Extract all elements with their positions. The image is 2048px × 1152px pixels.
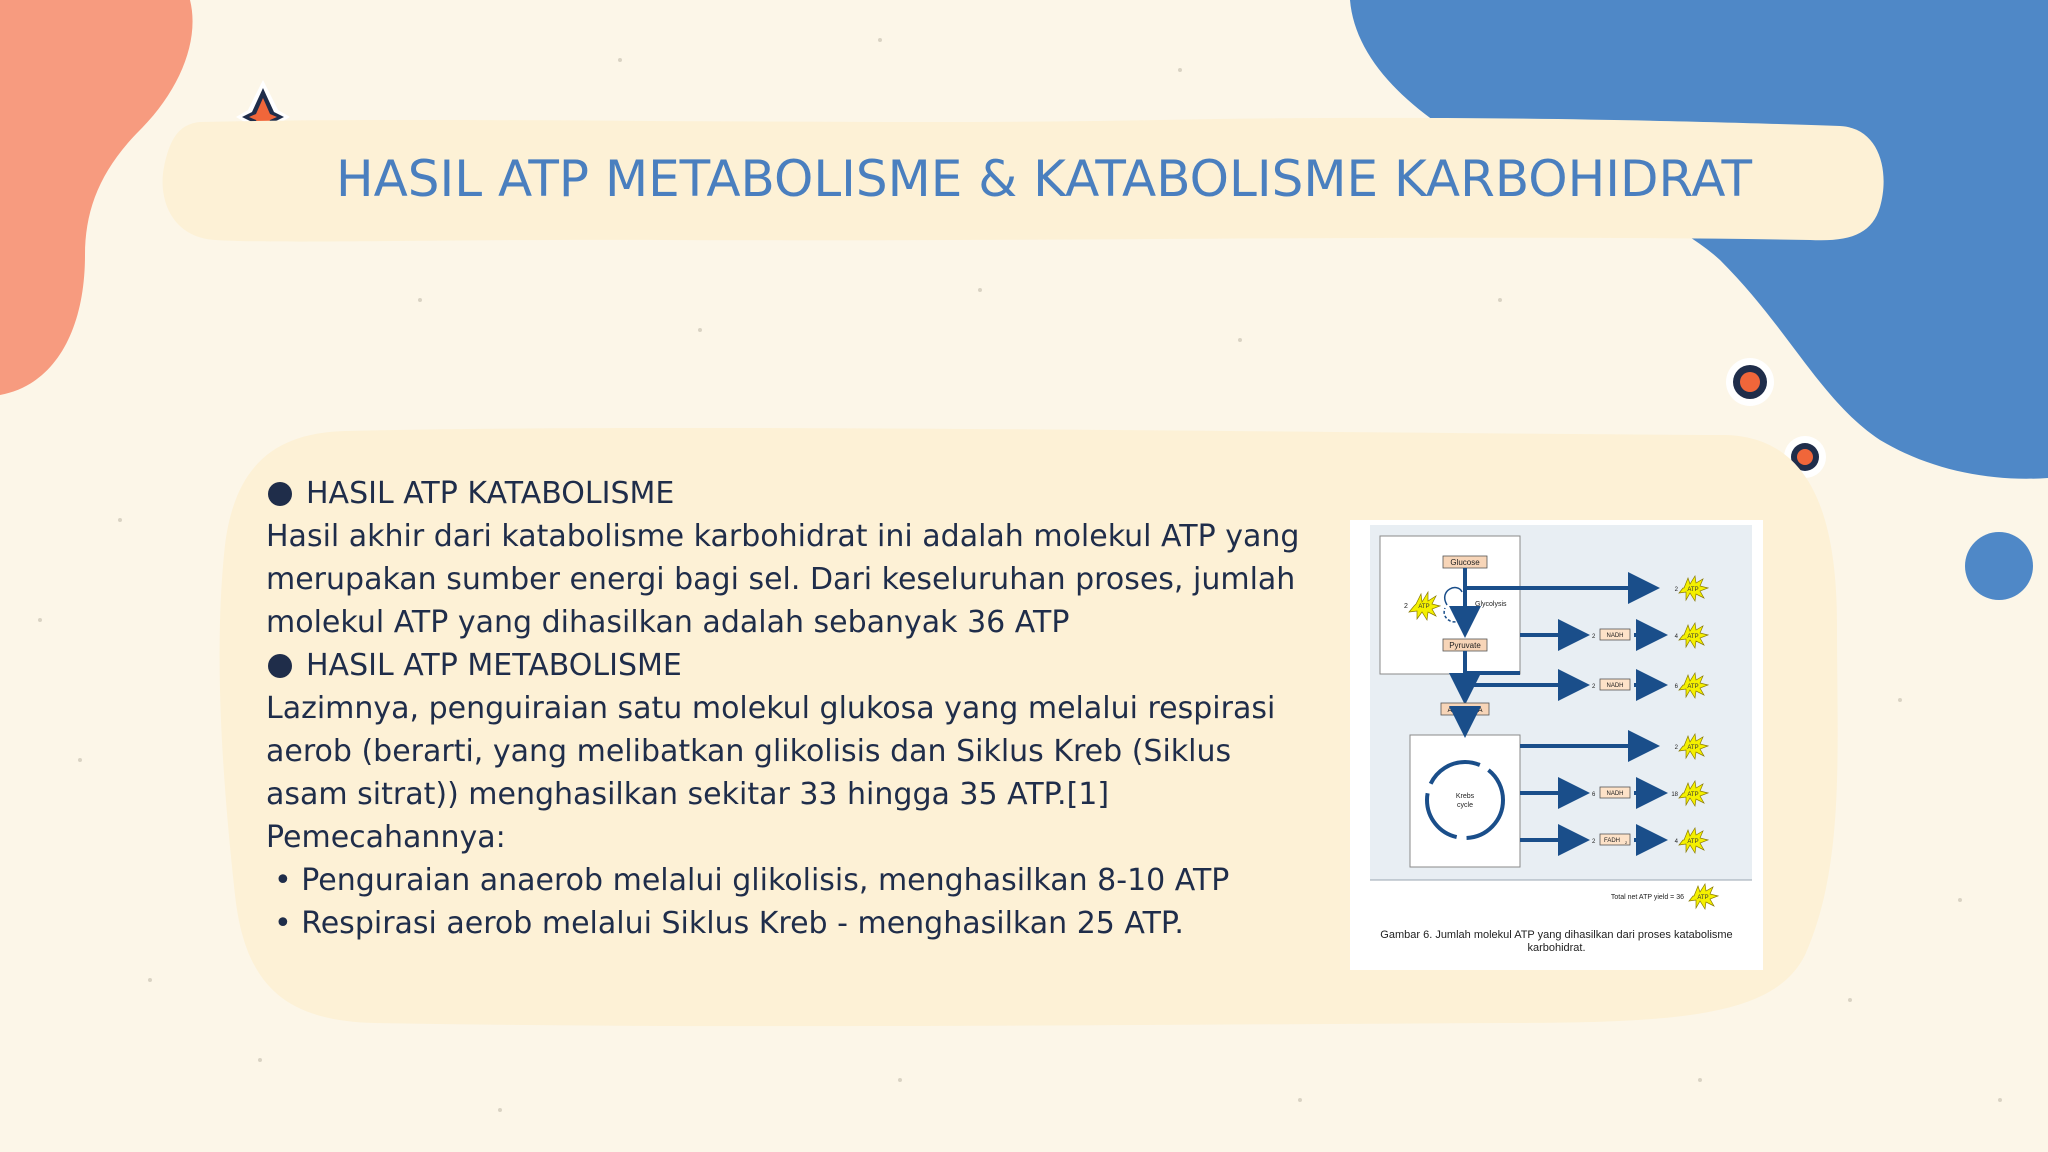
svg-text:NADH: NADH bbox=[1606, 683, 1624, 689]
svg-text:2: 2 bbox=[1592, 839, 1596, 845]
acetyl-coa-label: Acetyl-CoA bbox=[1447, 707, 1483, 714]
atp-yield-figure bbox=[1350, 520, 1763, 970]
figure-caption: Gambar 6. Jumlah molekul ATP yang dihasilkan dari proses katabolisme karbohidrat. bbox=[1380, 929, 1733, 954]
bullet-item-glikolisis: • Penguraian anaerob melalui glikolisis, menghasilkan 8-10 ATP bbox=[274, 863, 1230, 898]
svg-text:ATP: ATP bbox=[1418, 604, 1430, 610]
svg-text:ATP: ATP bbox=[1687, 839, 1699, 845]
heading-katabolisme-label: HASIL ATP KATABOLISME bbox=[306, 476, 675, 511]
svg-text:4: 4 bbox=[1674, 839, 1678, 845]
svg-text:ATP: ATP bbox=[1687, 745, 1699, 751]
bullet-item-kreb: • Respirasi aerob melalui Siklus Kreb - menghasilkan 25 ATP. bbox=[274, 906, 1184, 941]
input-atp-count: 2 bbox=[1404, 603, 1408, 610]
svg-text:6: 6 bbox=[1592, 792, 1596, 798]
atp-yield-diagram bbox=[1350, 520, 1763, 925]
svg-text:18: 18 bbox=[1671, 792, 1678, 798]
glucose-label: Glucose bbox=[1450, 558, 1480, 567]
glycolysis-label: Glycolysis bbox=[1475, 601, 1507, 608]
svg-text:2: 2 bbox=[1625, 840, 1628, 845]
page-title: HASIL ATP METABOLISME & KATABOLISME KARBOHIDRAT bbox=[336, 150, 1753, 208]
svg-text:2: 2 bbox=[1592, 634, 1596, 640]
orange-dot-1 bbox=[1726, 358, 1774, 406]
svg-text:FADH: FADH bbox=[1603, 838, 1621, 844]
svg-text:ATP: ATP bbox=[1697, 895, 1709, 901]
krebs-label-2: cycle bbox=[1457, 802, 1473, 809]
heading-katabolisme bbox=[266, 472, 1316, 515]
paragraph-metabolisme: Lazimnya, penguiraian satu molekul glukosa yang melalui respirasi aerob (berarti, yang melibatkan glikolisis dan Siklus Kreb (Siklus asam sitrat)) menghasilkan sekitar 33 hingga 35 ATP.[1] Pemecahannya: bbox=[266, 691, 1276, 855]
svg-text:ATP: ATP bbox=[1687, 587, 1699, 593]
blue-dot bbox=[1965, 532, 2033, 600]
svg-text:NADH: NADH bbox=[1606, 633, 1624, 639]
bullet-dot bbox=[268, 482, 292, 506]
bullet-dot bbox=[268, 654, 292, 678]
body-text bbox=[266, 472, 1316, 945]
paragraph-katabolisme: Hasil akhir dari katabolisme karbohidrat ini adalah molekul ATP yang merupakan sumber energi bagi sel. Dari keseluruhan proses, jumlah molekul ATP yang dihasilkan adalah sebanyak 36 ATP bbox=[266, 519, 1300, 640]
svg-text:ATP: ATP bbox=[1687, 634, 1699, 640]
total-atp-label: Total net ATP yield = 36 bbox=[1610, 894, 1684, 901]
svg-text:2: 2 bbox=[1592, 684, 1596, 690]
svg-text:ATP: ATP bbox=[1687, 792, 1699, 798]
svg-text:2: 2 bbox=[1674, 745, 1678, 751]
pyruvate-label: Pyruvate bbox=[1449, 641, 1481, 650]
svg-text:NADH: NADH bbox=[1606, 791, 1624, 797]
krebs-label-1: Krebs bbox=[1455, 793, 1475, 800]
heading-metabolisme-label: HASIL ATP METABOLISME bbox=[306, 648, 682, 683]
svg-text:4: 4 bbox=[1674, 634, 1678, 640]
svg-text:6: 6 bbox=[1674, 684, 1678, 690]
heading-metabolisme bbox=[266, 644, 1316, 687]
svg-text:ATP: ATP bbox=[1687, 684, 1699, 690]
svg-text:2: 2 bbox=[1674, 587, 1678, 593]
